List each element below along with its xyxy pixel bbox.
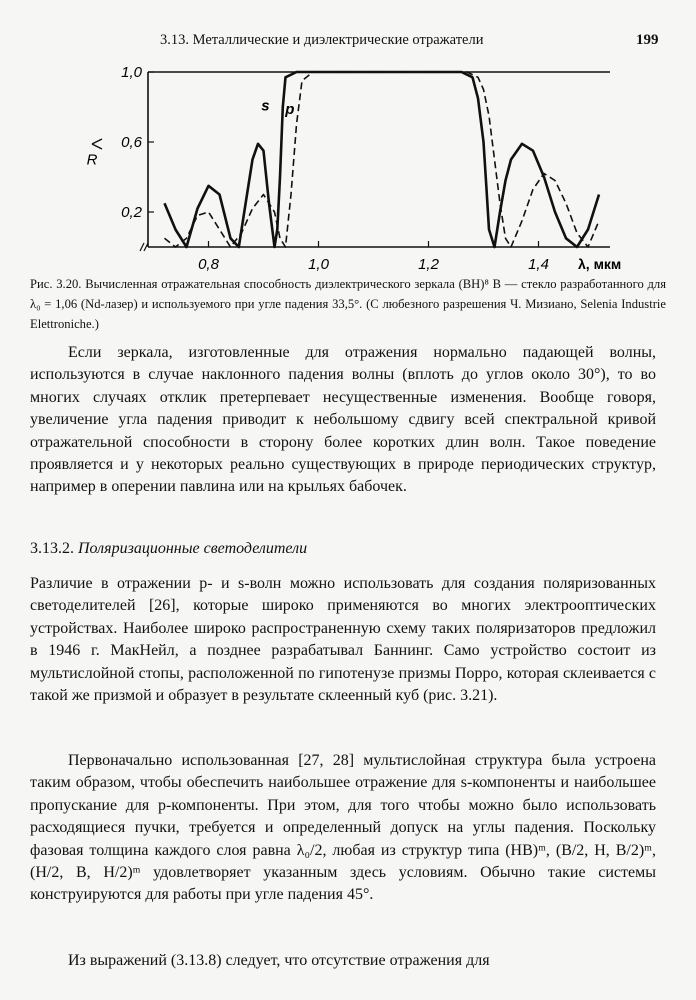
paragraph-text: Различие в отражении p- и s-волн можно использовать для создания поляризованных светоделителей [26], которые широко применяются во многих электрооптических устройствах. Наиболее широко распространенную схему таких поляризаторов предложил в 1946 г. МакНейл, а позднее разрабатывал Баннинг. Само устройство состоит из мультислойной стопы, расположенной по гипотенузе призмы Порро, которая склеивается с такой же призмой и образует в результате склеенный куб (рис. 3.21). (30, 575, 656, 705)
series-line-s (165, 72, 600, 247)
section-number: 3.13.2. (30, 540, 74, 557)
paragraph-3 (30, 750, 656, 907)
series-label-s: s (261, 97, 270, 115)
series-label-p: p (285, 101, 295, 118)
reflectance-chart (70, 60, 622, 275)
paragraph-text: Если зеркала, изготовленные для отражения нормально падающей волны, используются в случае наклонного падения волны (вплоть до углов около 30°), то во многих случаях отклик претерпевает несущественные изменения. Вообще говоря, увеличение угла падения приводит к небольшому сдвигу всей спектральной кривой отражательной способности в сторону более коротких длин волн. Такое поведение проявляется и у некоторых реально существующих в природе периодических структур, например в оперении павлина или на крыльях бабочек. (30, 344, 656, 496)
page-number: 199 (636, 32, 659, 48)
caption-text: Рис. 3.20. Вычисленная отражательная способность диэлектрического зеркала (BH)⁸ B — стекло разработанного для λ₀ = 1,06 (Nd-лазер) и используемого при угле падения 33,5°. (С любезного разрешения Ч. Мизиано, Selenia Industrie Elettroniche.) (30, 277, 666, 331)
x-tick-label: 0,8 (198, 256, 219, 273)
y-tick-label: 0,2 (121, 204, 142, 221)
axis-break-mark (140, 243, 148, 251)
paragraph-1 (30, 342, 656, 499)
paragraph-4 (30, 950, 656, 972)
section-title: Поляризационные светоделители (78, 540, 308, 557)
figure-caption (30, 274, 666, 334)
x-tick-label: 1,0 (308, 256, 329, 273)
running-head: 3.13. Металлические и диэлектрические отражатели (160, 32, 484, 48)
section-heading (30, 540, 307, 558)
y-tick-label: 1,0 (121, 64, 142, 81)
page-header (0, 22, 696, 48)
y-axis-label: R (86, 151, 98, 169)
r-arrow-mark (92, 139, 102, 149)
series-line-p (165, 72, 600, 247)
y-tick-label: 0,6 (121, 134, 142, 151)
x-tick-label: 1,4 (528, 256, 549, 273)
chart-plot (165, 72, 600, 247)
x-tick-label: 1,2 (418, 256, 439, 273)
paragraph-text: Первоначально использованная [27, 28] мультислойная структура была устроена таким образом, чтобы обеспечить наибольшее отражение для s-компоненты и наибольшее пропускание для p-компоненты. При этом, для того чтобы можно было использовать расходящиеся пучки, требуется и определенный допуск на углы падения. Поскольку фазовая толщина каждого слоя равна λ₀/2, любая из структур типа (HB)ᵐ, (B/2, H, B/2)ᵐ, (H/2, B, H/2)ᵐ удовлетворяет указанным здесь условиям. Обычно такие системы конструируются для работы при угле падения 45°. (30, 752, 656, 904)
paragraph-text: Из выражений (3.13.8) следует, что отсутствие отражения для (68, 952, 490, 969)
x-axis-label: λ, мкм (578, 256, 622, 272)
paragraph-2 (30, 573, 656, 707)
